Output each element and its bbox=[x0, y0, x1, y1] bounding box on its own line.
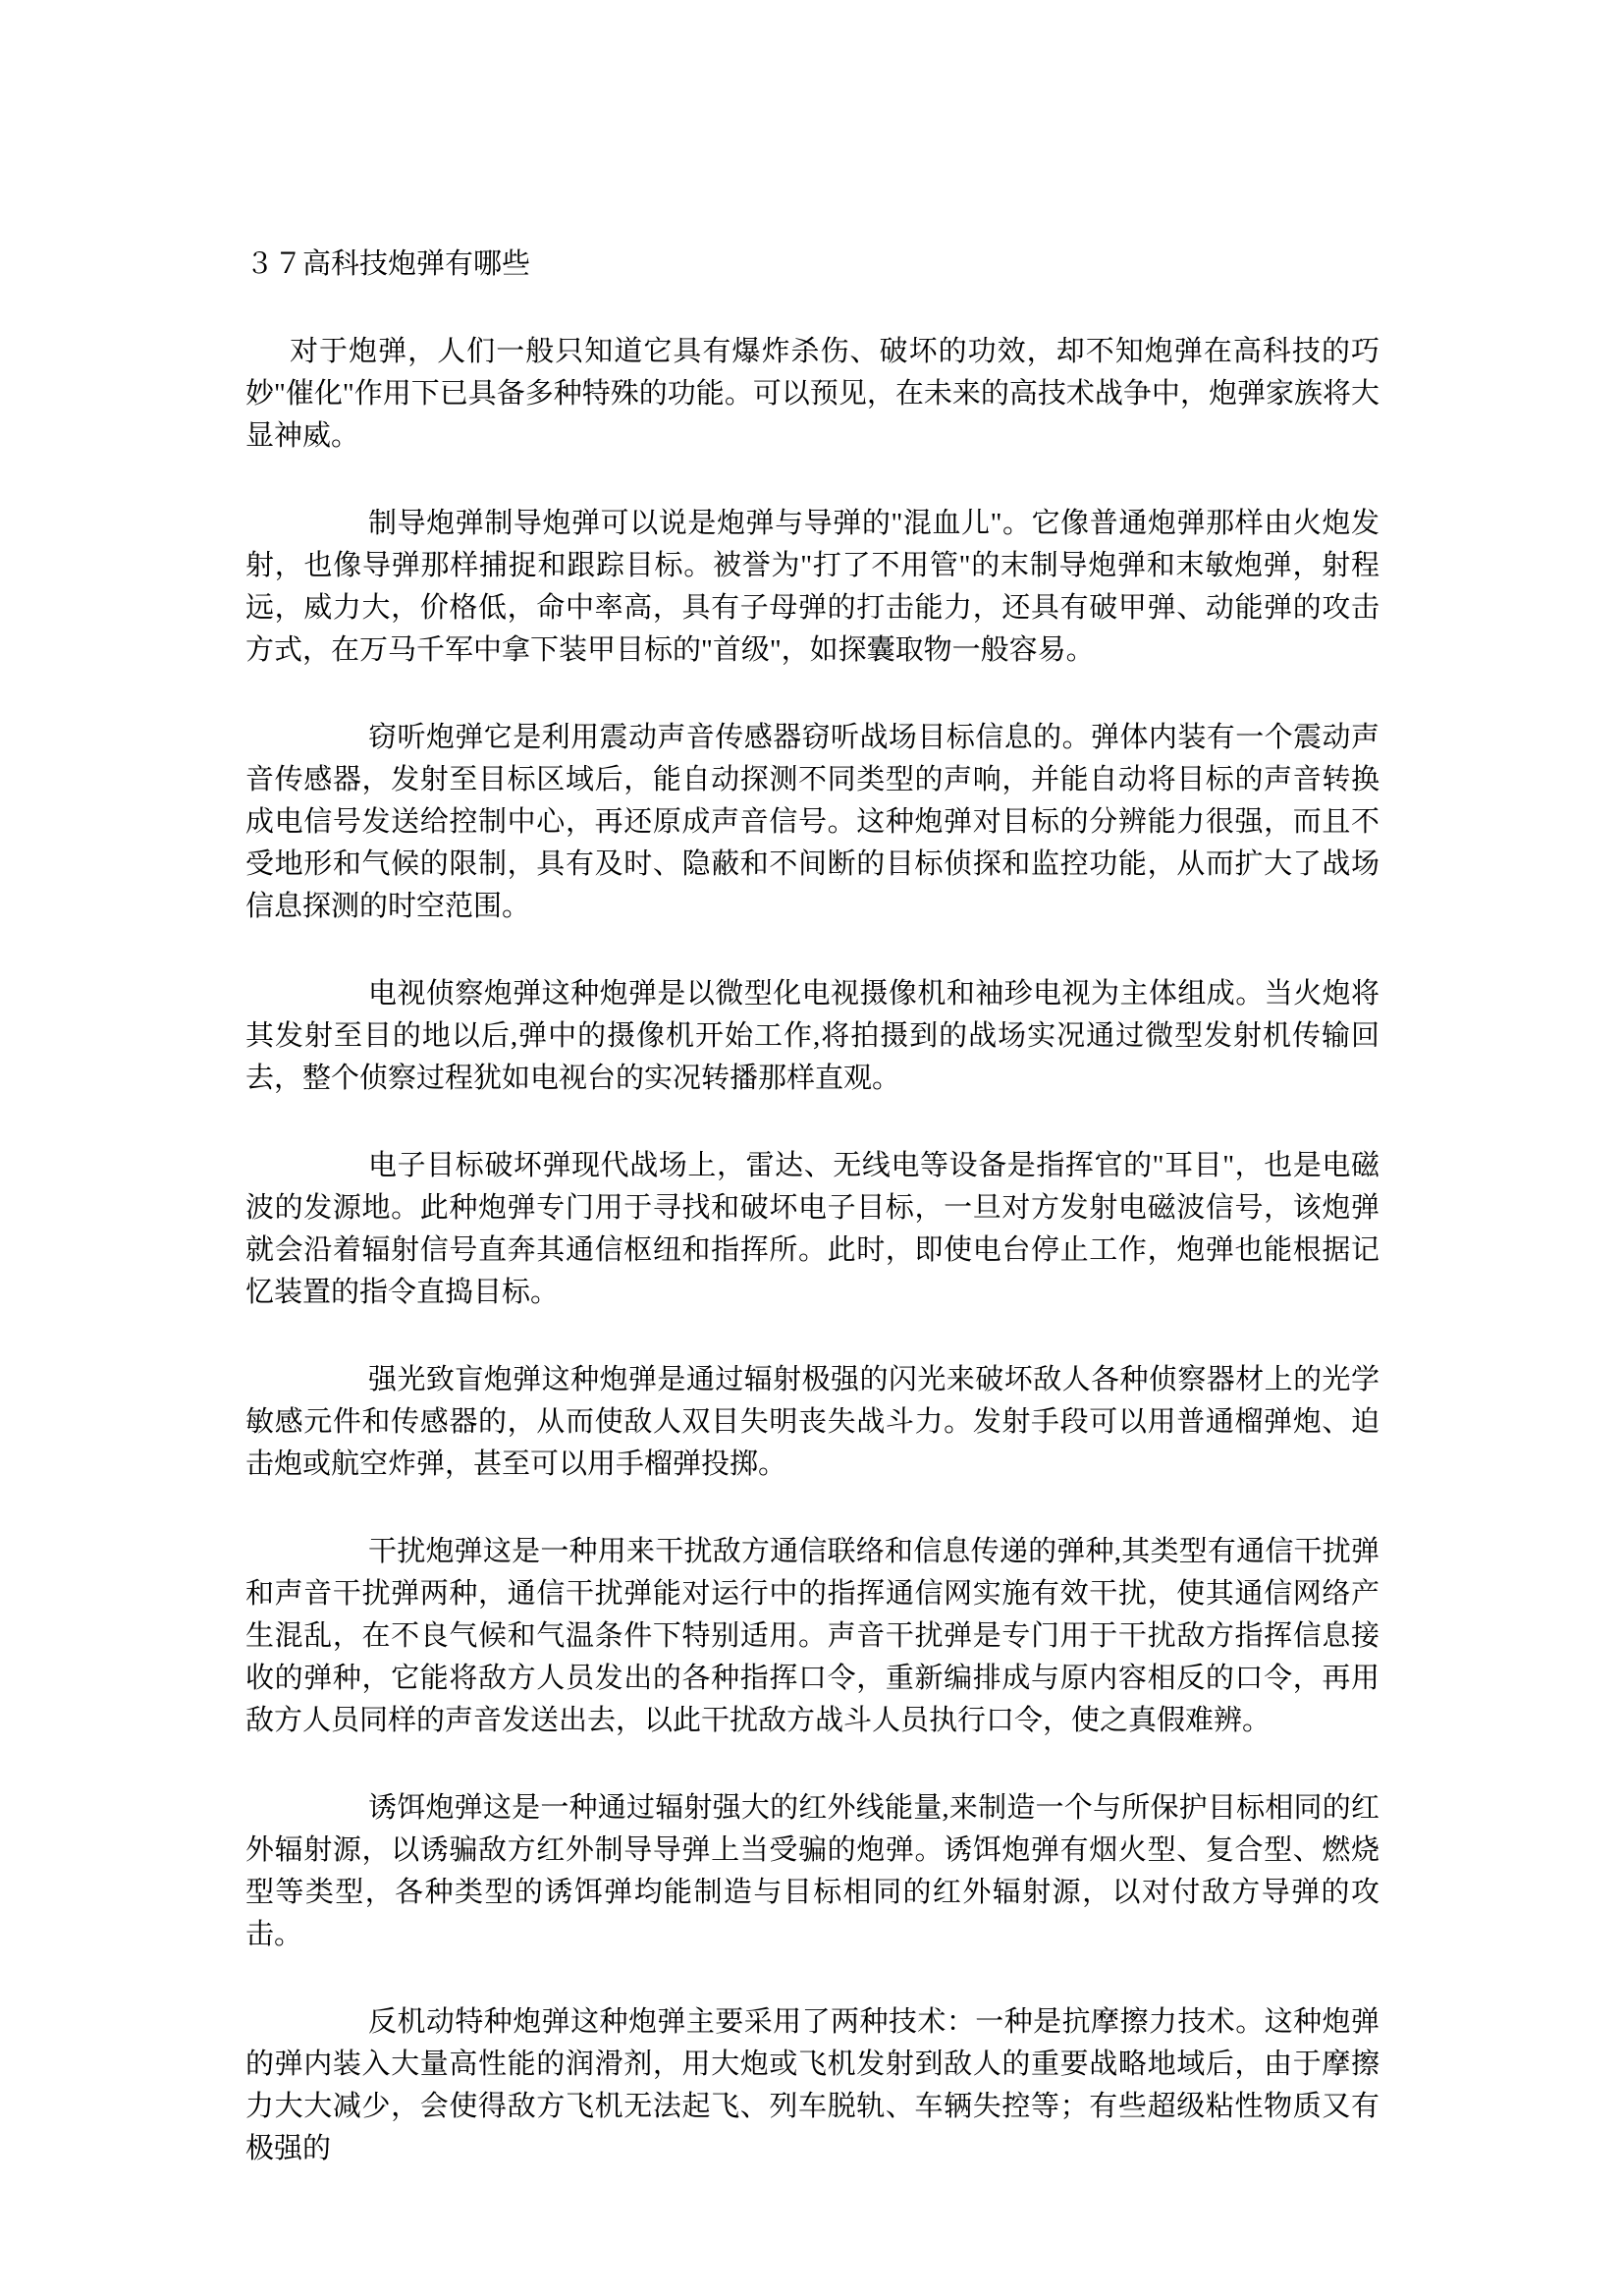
document-content bbox=[245, 244, 1380, 2170]
paragraph-electronic-target-shell: 电子目标破坏弹现代战场上，雷达、无线电等设备是指挥官的"耳目"，也是电磁波的发源地。此种炮弹专门用于寻找和破坏电子目标，一旦对方发射电磁波信号，该炮弹就会沿着辐射信号直奔其通信枢纽和指挥所。此时，即使电台停止工作，炮弹也能根据记忆装置的指令直捣目标。 bbox=[245, 1150, 1380, 1308]
paragraph-eavesdrop-shell: 窃听炮弹它是利用震动声音传感器窃听战场目标信息的。弹体内装有一个震动声音传感器，发射至目标区域后，能自动探测不同类型的声响，并能自动将目标的声音转换成电信号发送给控制中心，再还原成声音信号。这种炮弹对目标的分辨能力很强，而且不受地形和气候的限制，具有及时、隐蔽和不间断的目标侦探和监控功能，从而扩大了战场信息探测的时空范围。 bbox=[245, 722, 1380, 922]
paragraph-tv-recon-shell: 电视侦察炮弹这种炮弹是以微型化电视摄像机和袖珍电视为主体组成。当火炮将其发射至目的地以后,弹中的摄像机开始工作,将拍摄到的战场实况通过微型发射机传输回去，整个侦察过程犹如电视台的实况转播那样直观。 bbox=[245, 978, 1380, 1094]
paragraph-intro: 对于炮弹，人们一般只知道它具有爆炸杀伤、破坏的功效，却不知炮弹在高科技的巧妙"催化"作用下已具备多种特殊的功能。可以预见，在未来的高技术战争中，炮弹家族将大显神威。 bbox=[245, 336, 1380, 452]
document-title: ３７高科技炮弹有哪些 bbox=[245, 248, 531, 280]
paragraph-jamming-shell: 干扰炮弹这是一种用来干扰敌方通信联络和信息传递的弹种,其类型有通信干扰弹和声音干扰弹两种，通信干扰弹能对运行中的指挥通信网实施有效干扰，使其通信网络产生混乱，在不良气候和气温条件下特别适用。声音干扰弹是专门用于干扰敌方指挥信息接收的弹种，它能将敌方人员发出的各种指挥口令，重新编排成与原内容相反的口令，再用敌方人员同样的声音发送出去，以此干扰敌方战斗人员执行口令，使之真假难辨。 bbox=[245, 1536, 1380, 1736]
paragraph-decoy-shell: 诱饵炮弹这是一种通过辐射强大的红外线能量,来制造一个与所保护目标相同的红外辐射源，以诱骗敌方红外制导导弹上当受骗的炮弹。诱饵炮弹有烟火型、复合型、燃烧型等类型，各种类型的诱饵弹均能制造与目标相同的红外辐射源，以对付敌方导弹的攻击。 bbox=[245, 1792, 1380, 1950]
paragraph-guided-shell: 制导炮弹制导炮弹可以说是炮弹与导弹的"混血儿"。它像普通炮弹那样由火炮发射，也像导弹那样捕捉和跟踪目标。被誉为"打了不用管"的末制导炮弹和末敏炮弹，射程远，威力大，价格低，命中率高，具有子母弹的打击能力，还具有破甲弹、动能弹的攻击方式，在万马千军中拿下装甲目标的"首级"，如探囊取物一般容易。 bbox=[245, 508, 1380, 666]
paragraph-anti-mobility-shell: 反机动特种炮弹这种炮弹主要采用了两种技术：一种是抗摩擦力技术。这种炮弹的弹内装入大量高性能的润滑剂，用大炮或飞机发射到敌人的重要战略地域后，由于摩擦力大大减少，会使得敌方飞机无法起飞、列车脱轨、车辆失控等；有些超级粘性物质又有极强的 bbox=[245, 2006, 1380, 2164]
paragraph-blinding-flash-shell: 强光致盲炮弹这种炮弹是通过辐射极强的闪光来破坏敌人各种侦察器材上的光学敏感元件和传感器的，从而使敌人双目失明丧失战斗力。发射手段可以用普通榴弹炮、迫击炮或航空炸弹，甚至可以用手榴弹投掷。 bbox=[245, 1364, 1380, 1480]
